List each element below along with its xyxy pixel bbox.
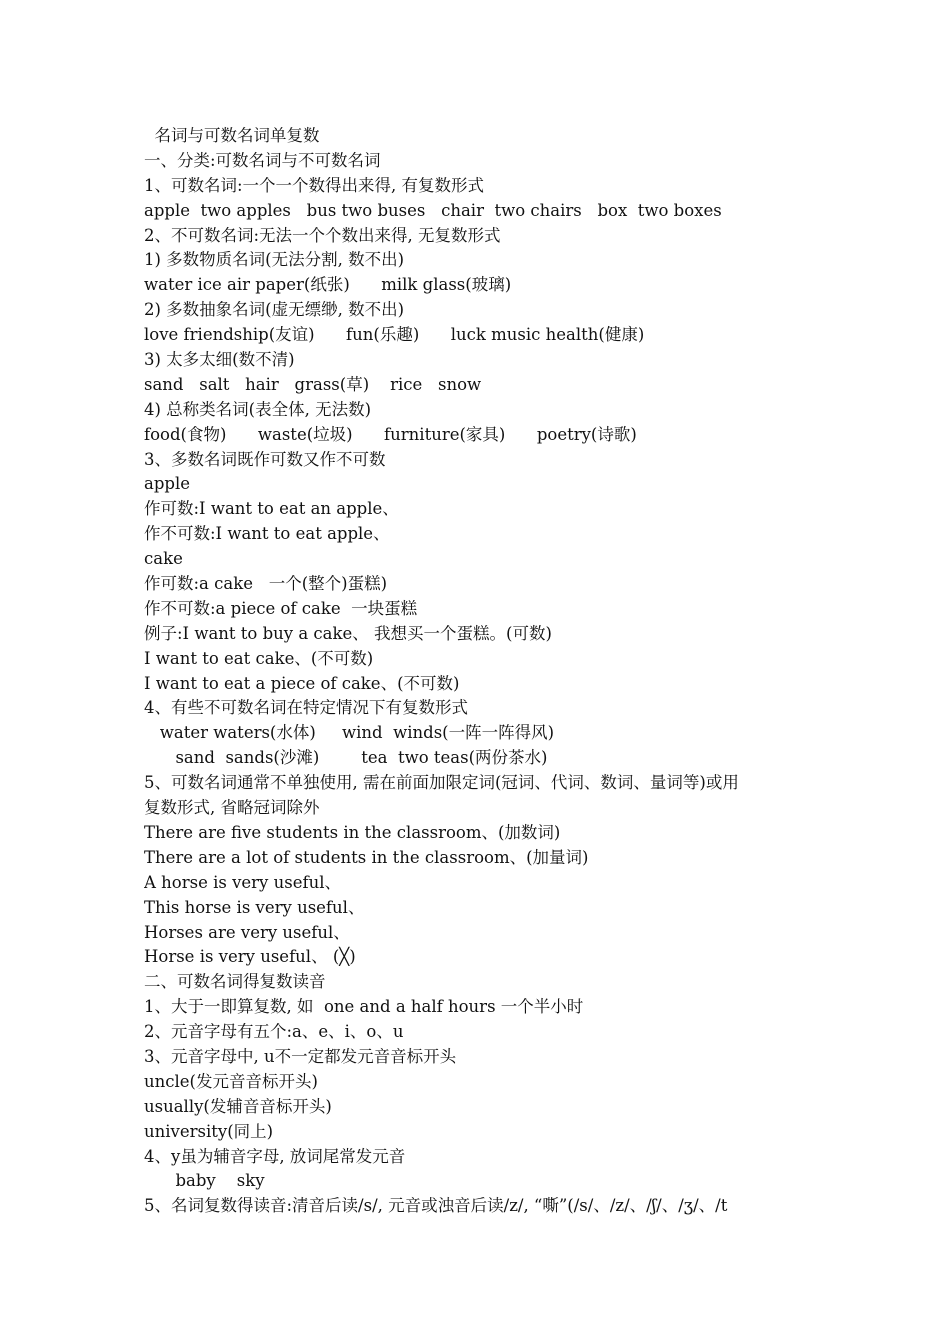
- text-line: 2、不可数名词:无法一个个数出来得, 无复数形式: [144, 225, 501, 245]
- text-line: apple two apples bus two buses chair two chairs box two boxes: [144, 200, 722, 220]
- text-line: 3、多数名词既作可数又作不可数: [144, 449, 386, 469]
- text-line: 二、可数名词得复数读音: [144, 972, 326, 992]
- text-line: apple: [144, 474, 191, 494]
- text-line: 3、元音字母中, u不一定都发元音音标开头: [144, 1046, 457, 1066]
- text-line: 作可数:I want to eat an apple、: [144, 499, 399, 519]
- text-line: sand sands(沙滩) tea two teas(两份茶水): [144, 748, 548, 768]
- text-line: university(同上): [144, 1121, 274, 1141]
- text-line: I want to eat cake、(不可数): [144, 648, 374, 668]
- text-line: There are a lot of students in the classroom、(加量词): [144, 847, 589, 867]
- text-line: 名词与可数名词单复数: [144, 126, 320, 145]
- text-line: 作不可数:a piece of cake 一块蛋糕: [144, 598, 418, 618]
- text-line: 作可数:a cake 一个(整个)蛋糕): [144, 574, 388, 594]
- text-line: 1、大于一即算复数, 如 one and a half hours 一个半小时: [144, 997, 584, 1017]
- text-line: 4) 总称类名词(表全体, 无法数): [144, 399, 372, 419]
- text-line: 5、名词复数得读音:清音后读/s/, 元音或浊音后读/z/, “嘶”(/s/、/z/、/ʃ/、/ʒ/、/t: [144, 1196, 728, 1216]
- text-line: love friendship(友谊) fun(乐趣) luck music health(健康): [144, 325, 645, 345]
- text-line: baby sky: [144, 1171, 265, 1191]
- text-line: water waters(水体) wind winds(一阵一阵得风): [144, 723, 555, 743]
- text-line: 复数形式, 省略冠词除外: [144, 798, 320, 818]
- text-line: A horse is very useful、: [144, 872, 341, 892]
- text-line: Horses are very useful、: [144, 922, 350, 942]
- text-line: 2、元音字母有五个:a、e、i、o、u: [144, 1022, 404, 1042]
- text-line: sand salt hair grass(草) rice snow: [144, 374, 482, 394]
- text-line: 例子:I want to buy a cake、 我想买一个蛋糕。(可数): [144, 623, 552, 643]
- text-line: usually(发辅音音标开头): [144, 1096, 332, 1116]
- text-line: This horse is very useful、: [144, 897, 365, 917]
- text-line: 3) 太多太细(数不清): [144, 350, 295, 370]
- text-line: 4、y虽为辅音字母, 放词尾常发元音: [144, 1146, 406, 1166]
- text-line: I want to eat a piece of cake、(不可数): [144, 673, 460, 693]
- text-line: There are five students in the classroom、(加数词): [144, 822, 561, 842]
- text-line: 1) 多数物质名词(无法分割, 数不出): [144, 250, 405, 270]
- text-line: 2) 多数抽象名词(虚无缥缈, 数不出): [144, 300, 405, 320]
- text-line: cake: [144, 549, 183, 569]
- text-line: Horse is very useful、 (╳): [144, 947, 356, 967]
- text-line: 5、可数名词通常不单独使用, 需在前面加限定词(冠词、代词、数词、量词等)或用: [144, 773, 739, 793]
- text-line: 4、有些不可数名词在特定情况下有复数形式: [144, 698, 468, 718]
- text-line: uncle(发元音音标开头): [144, 1071, 318, 1091]
- text-line: 一、分类:可数名词与不可数名词: [144, 150, 381, 170]
- text-line: 1、可数名词:一个一个数得出来得, 有复数形式: [144, 175, 485, 195]
- text-line: food(食物) waste(垃圾) furniture(家具) poetry(诗歌): [144, 424, 637, 444]
- text-line: water ice air paper(纸张) milk glass(玻璃): [144, 275, 512, 295]
- document-body: [144, 124, 824, 1219]
- text-line: 作不可数:I want to eat apple、: [144, 524, 390, 544]
